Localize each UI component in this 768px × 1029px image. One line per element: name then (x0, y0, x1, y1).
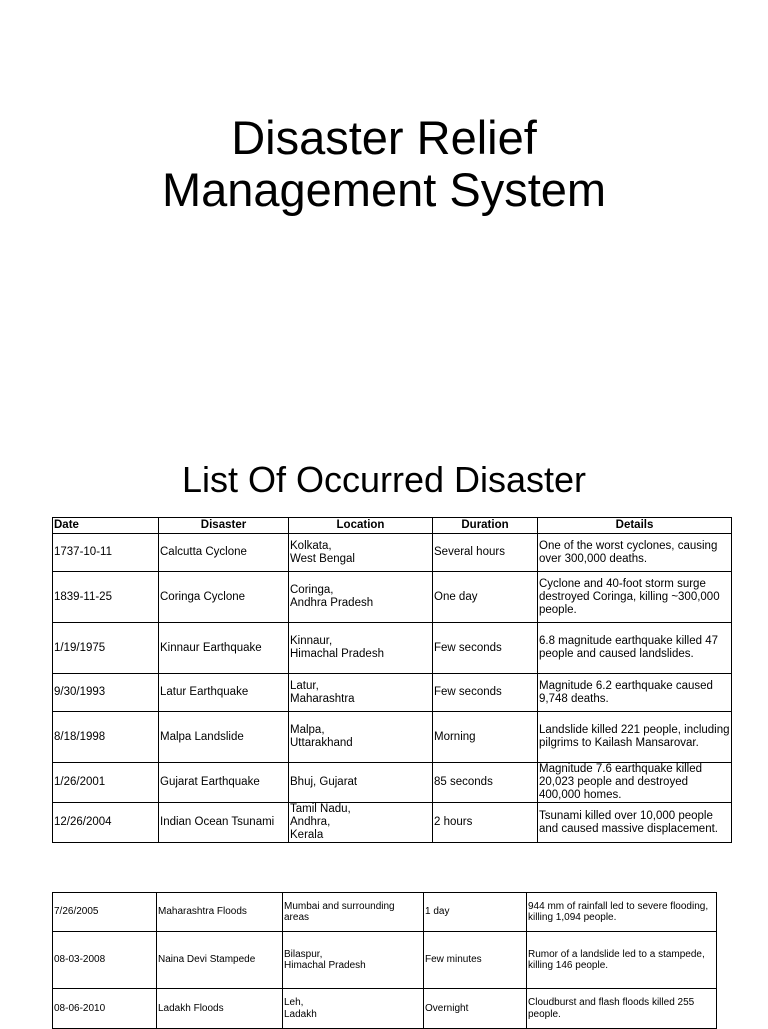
cell-details: Magnitude 6.2 earthquake caused 9,748 deaths. (538, 674, 732, 712)
cell-disaster: Kinnaur Earthquake (159, 623, 289, 674)
cell-location: Latur, Maharashtra (289, 674, 433, 712)
table-row (53, 763, 732, 803)
table-row (53, 712, 732, 763)
cell-date: 8/18/1998 (53, 712, 159, 763)
cell-date: 1839-11-25 (53, 572, 159, 623)
cell-details: Landslide killed 221 people, including pilgrims to Kailash Mansarovar. (538, 712, 732, 763)
section-title: List Of Occurred Disaster (181, 459, 587, 500)
cell-date: 7/26/2005 (53, 893, 157, 932)
cell-details: One of the worst cyclones, causing over 300,000 deaths. (538, 534, 732, 572)
cell-duration: Several hours (433, 534, 538, 572)
table-row (53, 572, 732, 623)
cell-duration: One day (433, 572, 538, 623)
header-date: Date (53, 518, 159, 534)
cell-date: 1/19/1975 (53, 623, 159, 674)
table-row (53, 674, 732, 712)
cell-location: Tamil Nadu, Andhra, Kerala (289, 803, 433, 843)
cell-location: Malpa, Uttarakhand (289, 712, 433, 763)
cell-disaster: Latur Earthquake (159, 674, 289, 712)
cell-location: Mumbai and surrounding areas (283, 893, 424, 932)
cell-details: Cloudburst and flash floods killed 255 people. (527, 989, 717, 1029)
cell-disaster: Malpa Landslide (159, 712, 289, 763)
cell-duration: Few seconds (433, 674, 538, 712)
cell-location: Leh, Ladakh (283, 989, 424, 1029)
cell-date: 08-06-2010 (53, 989, 157, 1029)
cell-disaster: Coringa Cyclone (159, 572, 289, 623)
cell-location: Bilaspur, Himachal Pradesh (283, 932, 424, 989)
title-line-2: Management System (161, 163, 607, 216)
cell-disaster: Indian Ocean Tsunami (159, 803, 289, 843)
title-line-1: Disaster Relief (231, 111, 537, 164)
cell-details: Tsunami killed over 10,000 people and caused massive displacement. (538, 803, 732, 843)
cell-location: Kolkata, West Bengal (289, 534, 433, 572)
cell-date: 9/30/1993 (53, 674, 159, 712)
cell-disaster: Calcutta Cyclone (159, 534, 289, 572)
cell-details: Rumor of a landslide led to a stampede, killing 146 people. (527, 932, 717, 989)
cell-location: Coringa, Andhra Pradesh (289, 572, 433, 623)
cell-location: Bhuj, Gujarat (289, 763, 433, 803)
table-row (53, 932, 717, 989)
table-row (53, 623, 732, 674)
disaster-table-1 (52, 517, 732, 843)
cell-disaster: Ladakh Floods (157, 989, 283, 1029)
cell-disaster: Naina Devi Stampede (157, 932, 283, 989)
cell-duration: 2 hours (433, 803, 538, 843)
header-disaster: Disaster (159, 518, 289, 534)
cell-duration: 1 day (424, 893, 527, 932)
table-row (53, 893, 717, 932)
cell-details: 6.8 magnitude earthquake killed 47 people and caused landslides. (538, 623, 732, 674)
cell-duration: Few seconds (433, 623, 538, 674)
table-row (53, 803, 732, 843)
cell-details: Magnitude 7.6 earthquake killed 20,023 people and destroyed 400,000 homes. (538, 763, 732, 803)
cell-date: 1/26/2001 (53, 763, 159, 803)
cell-duration: Few minutes (424, 932, 527, 989)
header-location: Location (289, 518, 433, 534)
table-header-row (53, 518, 732, 534)
cell-duration: 85 seconds (433, 763, 538, 803)
table-row (53, 989, 717, 1029)
cell-disaster: Maharashtra Floods (157, 893, 283, 932)
cell-location: Kinnaur, Himachal Pradesh (289, 623, 433, 674)
header-details: Details (538, 518, 732, 534)
cell-date: 08-03-2008 (53, 932, 157, 989)
page-title (0, 112, 768, 216)
cell-duration: Overnight (424, 989, 527, 1029)
cell-details: 944 mm of rainfall led to severe flooding, killing 1,094 people. (527, 893, 717, 932)
disaster-table-2 (52, 892, 717, 1029)
cell-disaster: Gujarat Earthquake (159, 763, 289, 803)
header-duration: Duration (433, 518, 538, 534)
table-row (53, 534, 732, 572)
cell-duration: Morning (433, 712, 538, 763)
cell-date: 1737-10-11 (53, 534, 159, 572)
cell-date: 12/26/2004 (53, 803, 159, 843)
cell-details: Cyclone and 40-foot storm surge destroyed Coringa, killing ~300,000 people. (538, 572, 732, 623)
